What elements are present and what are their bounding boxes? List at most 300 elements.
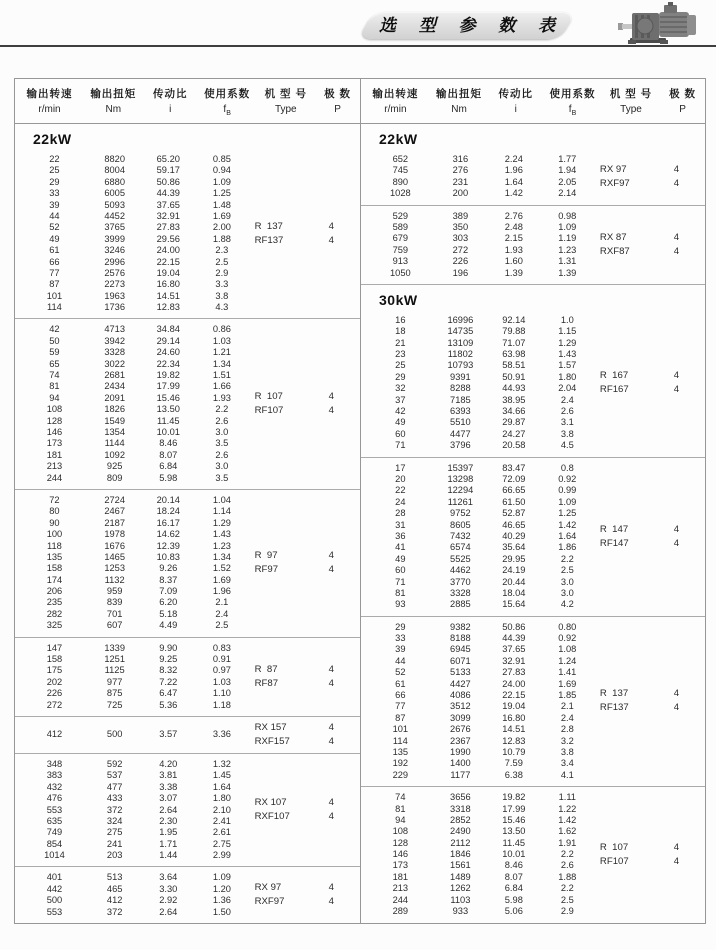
cell-ratio: 6.47 bbox=[159, 688, 178, 699]
table-row bbox=[368, 245, 595, 256]
table-row bbox=[368, 177, 595, 188]
cell-ratio: 24.27 bbox=[502, 428, 526, 439]
cell-output-speed: 52 bbox=[49, 222, 60, 233]
cell-output-speed: 235 bbox=[46, 597, 63, 608]
model-row bbox=[250, 550, 354, 562]
cell-output-torque: 200 bbox=[452, 188, 469, 199]
model-labels bbox=[250, 797, 354, 823]
cell-ratio: 2.92 bbox=[159, 895, 178, 906]
cell-output-speed: 44 bbox=[395, 655, 406, 666]
cell-output-speed: 42 bbox=[49, 324, 60, 335]
table-row bbox=[22, 268, 250, 279]
cell-output-speed: 289 bbox=[392, 906, 409, 917]
cell-ratio: 1.95 bbox=[159, 827, 178, 838]
header-units bbox=[15, 104, 360, 117]
cell-type: R 87 bbox=[254, 663, 278, 675]
table-row bbox=[22, 839, 250, 850]
cell-output-speed: 66 bbox=[49, 256, 60, 267]
cell-output-speed: 529 bbox=[392, 210, 409, 221]
cell-ratio: 7.09 bbox=[159, 586, 178, 597]
table-row bbox=[368, 758, 595, 769]
cell-output-speed: 101 bbox=[392, 724, 409, 735]
header-cell: 输出扭矩 bbox=[436, 88, 483, 100]
cell-output-torque: 3796 bbox=[450, 440, 471, 451]
cell-service-factor: 1.34 bbox=[212, 551, 231, 562]
cell-poles: 4 bbox=[328, 882, 335, 894]
cell-output-torque: 1125 bbox=[104, 665, 125, 676]
cell-service-factor: 1.43 bbox=[212, 529, 231, 540]
table-row bbox=[368, 644, 595, 655]
cell-service-factor: 1.91 bbox=[558, 837, 577, 848]
cell-service-factor: 2.2 bbox=[560, 553, 574, 564]
cell-ratio: 2.24 bbox=[504, 154, 523, 164]
table-row bbox=[368, 360, 595, 371]
cell-service-factor: 1.66 bbox=[212, 381, 231, 392]
cell-output-torque: 324 bbox=[106, 815, 123, 826]
cell-output-torque: 372 bbox=[106, 906, 123, 917]
cell-type: RX 157 bbox=[254, 721, 287, 733]
cell-type: RF97 bbox=[254, 564, 279, 576]
table-row bbox=[22, 154, 250, 165]
cell-output-torque: 875 bbox=[106, 688, 123, 699]
model-labels bbox=[250, 882, 354, 908]
cell-service-factor: 0.86 bbox=[212, 324, 231, 335]
cell-ratio: 8.46 bbox=[159, 438, 178, 449]
model-row bbox=[250, 896, 354, 908]
table-row bbox=[22, 677, 250, 688]
table-row bbox=[22, 291, 250, 302]
cell-service-factor: 1.69 bbox=[212, 210, 231, 221]
table-row bbox=[22, 461, 250, 472]
cell-output-speed: 29 bbox=[395, 621, 406, 632]
cell-ratio: 29.56 bbox=[156, 233, 180, 244]
cell-output-speed: 325 bbox=[46, 620, 63, 631]
cell-ratio: 32.91 bbox=[156, 210, 180, 221]
data-rows bbox=[15, 495, 250, 632]
cell-service-factor: 2.75 bbox=[212, 838, 231, 849]
cell-service-factor: 2.4 bbox=[560, 712, 574, 723]
table-row bbox=[368, 599, 595, 610]
table-row bbox=[368, 736, 595, 747]
cell-output-torque: 9382 bbox=[450, 621, 471, 632]
cell-ratio: 5.18 bbox=[159, 608, 178, 619]
cell-output-speed: 80 bbox=[49, 506, 60, 517]
header-unit-cell: P bbox=[679, 104, 686, 115]
cell-service-factor: 0.83 bbox=[212, 642, 231, 653]
cell-type: RXF97 bbox=[599, 177, 630, 189]
cell-output-speed: 93 bbox=[395, 599, 406, 610]
header-cell: 输出转速 bbox=[26, 88, 73, 100]
gear-series-block bbox=[15, 489, 360, 637]
table-row bbox=[22, 404, 250, 415]
cell-ratio: 44.93 bbox=[502, 383, 526, 394]
cell-poles: 4 bbox=[673, 688, 680, 700]
cell-output-speed: 50 bbox=[49, 335, 60, 346]
cell-output-torque: 3999 bbox=[104, 233, 125, 244]
cell-service-factor: 1.25 bbox=[212, 188, 231, 199]
cell-output-torque: 2434 bbox=[104, 381, 125, 392]
model-row bbox=[250, 664, 354, 676]
cell-output-speed: 61 bbox=[395, 678, 406, 689]
model-row bbox=[595, 856, 698, 868]
cell-ratio: 5.06 bbox=[504, 906, 523, 917]
cell-output-torque: 1465 bbox=[104, 551, 125, 562]
cell-output-speed: 71 bbox=[395, 440, 406, 451]
cell-service-factor: 2.41 bbox=[212, 815, 231, 826]
cell-output-torque: 11261 bbox=[447, 496, 473, 507]
cell-ratio: 44.39 bbox=[156, 188, 180, 199]
cell-service-factor: 1.10 bbox=[212, 688, 231, 699]
model-labels bbox=[250, 550, 354, 576]
cell-output-torque: 1177 bbox=[450, 769, 471, 780]
cell-service-factor: 1.03 bbox=[212, 335, 231, 346]
table-row bbox=[368, 542, 595, 553]
table-row bbox=[22, 575, 250, 586]
cell-output-speed: 272 bbox=[46, 699, 63, 710]
cell-service-factor: 1.50 bbox=[212, 906, 231, 917]
cell-output-speed: 135 bbox=[46, 551, 63, 562]
cell-service-factor: 4.2 bbox=[560, 599, 574, 610]
table-row bbox=[368, 406, 595, 417]
table-row bbox=[368, 679, 595, 690]
cell-output-torque: 8188 bbox=[450, 633, 471, 644]
cell-service-factor: 1.57 bbox=[558, 360, 577, 371]
gear-series-block bbox=[15, 318, 360, 488]
cell-output-torque: 465 bbox=[106, 883, 123, 894]
model-row bbox=[250, 678, 354, 690]
cell-ratio: 24.00 bbox=[156, 245, 180, 256]
model-row bbox=[595, 232, 698, 244]
model-labels bbox=[595, 164, 698, 190]
cell-output-torque: 2676 bbox=[450, 724, 471, 735]
cell-service-factor: 1.09 bbox=[558, 496, 577, 507]
cell-service-factor: 2.05 bbox=[558, 176, 577, 187]
data-rows bbox=[361, 792, 595, 917]
cell-output-torque: 1253 bbox=[104, 563, 125, 574]
cell-service-factor: 1.22 bbox=[558, 803, 577, 814]
model-row bbox=[250, 221, 354, 233]
cell-output-torque: 839 bbox=[106, 597, 123, 608]
model-labels bbox=[595, 688, 698, 714]
cell-output-speed: 31 bbox=[395, 519, 406, 530]
cell-output-torque: 2091 bbox=[104, 392, 125, 403]
table-row bbox=[368, 906, 595, 917]
cell-output-torque: 3765 bbox=[104, 222, 125, 233]
cell-service-factor: 2.6 bbox=[560, 406, 574, 417]
cell-output-speed: 679 bbox=[392, 233, 409, 244]
cell-output-torque: 15397 bbox=[447, 462, 474, 473]
cell-poles: 4 bbox=[328, 677, 335, 689]
cell-service-factor: 0.8 bbox=[560, 462, 574, 473]
cell-output-speed: 500 bbox=[46, 895, 63, 906]
cell-ratio: 15.46 bbox=[156, 392, 180, 403]
header-unit-cell: P bbox=[334, 104, 341, 115]
cell-output-torque: 389 bbox=[452, 210, 469, 221]
cell-output-torque: 4462 bbox=[450, 565, 471, 576]
cell-output-torque: 1826 bbox=[104, 404, 125, 415]
cell-output-speed: 146 bbox=[392, 849, 409, 860]
cell-service-factor: 0.85 bbox=[212, 154, 231, 164]
cell-poles: 4 bbox=[328, 564, 335, 576]
cell-ratio: 15.64 bbox=[502, 599, 526, 610]
table-row bbox=[368, 690, 595, 701]
cell-output-speed: 94 bbox=[395, 814, 406, 825]
cell-output-torque: 303 bbox=[452, 233, 469, 244]
cell-service-factor: 1.94 bbox=[558, 165, 577, 176]
cell-output-speed: 77 bbox=[49, 267, 60, 278]
cell-ratio: 38.95 bbox=[502, 394, 526, 405]
table-row bbox=[22, 770, 250, 781]
cell-output-speed: 173 bbox=[392, 860, 409, 871]
cell-output-speed: 33 bbox=[395, 633, 406, 644]
cell-service-factor: 1.88 bbox=[212, 233, 231, 244]
cell-type: RX 97 bbox=[599, 163, 627, 175]
cell-output-speed: 383 bbox=[46, 770, 63, 781]
cell-output-speed: 135 bbox=[392, 746, 409, 757]
cell-ratio: 65.20 bbox=[156, 154, 180, 164]
cell-output-torque: 2273 bbox=[104, 279, 125, 290]
cell-service-factor: 3.1 bbox=[560, 417, 574, 428]
gear-series-block bbox=[361, 205, 705, 284]
cell-output-torque: 1489 bbox=[450, 871, 471, 882]
cell-output-torque: 3022 bbox=[104, 358, 125, 369]
model-row bbox=[250, 405, 354, 417]
cell-poles: 4 bbox=[673, 537, 680, 549]
table-row bbox=[22, 347, 250, 358]
cell-ratio: 20.58 bbox=[502, 440, 526, 451]
column-header bbox=[361, 79, 705, 124]
table-row bbox=[22, 700, 250, 711]
table-row bbox=[22, 895, 250, 906]
header-unit-cell: $f_B$ bbox=[568, 104, 577, 117]
cell-service-factor: 1.93 bbox=[212, 392, 231, 403]
cell-output-torque: 3656 bbox=[450, 792, 471, 803]
cell-ratio: 1.39 bbox=[504, 267, 523, 278]
cell-ratio: 16.80 bbox=[156, 279, 180, 290]
cell-ratio: 50.86 bbox=[156, 176, 180, 187]
cell-ratio: 17.99 bbox=[502, 803, 526, 814]
table-row bbox=[368, 520, 595, 531]
cell-output-speed: 22 bbox=[49, 154, 60, 164]
gear-series-block bbox=[15, 149, 360, 318]
cell-service-factor: 3.0 bbox=[215, 461, 229, 472]
cell-service-factor: 2.5 bbox=[560, 565, 574, 576]
cell-output-speed: 52 bbox=[395, 667, 406, 678]
cell-ratio: 20.44 bbox=[502, 576, 526, 587]
cell-output-speed: 29 bbox=[395, 371, 406, 382]
cell-output-torque: 5093 bbox=[104, 199, 125, 210]
cell-output-speed: 21 bbox=[395, 337, 406, 348]
table-row bbox=[368, 701, 595, 712]
cell-output-speed: 65 bbox=[49, 358, 60, 369]
cell-ratio: 11.45 bbox=[502, 837, 526, 848]
gear-series-block bbox=[15, 866, 360, 923]
table-row bbox=[22, 541, 250, 552]
cell-ratio: 22.15 bbox=[502, 690, 526, 701]
cell-service-factor: 1.85 bbox=[558, 690, 577, 701]
right-table-column bbox=[360, 79, 705, 923]
gear-series-block bbox=[361, 616, 705, 786]
cell-output-torque: 2852 bbox=[450, 814, 471, 825]
cell-output-speed: 87 bbox=[395, 712, 406, 723]
cell-output-torque: 592 bbox=[106, 758, 123, 769]
cell-ratio: 14.51 bbox=[156, 290, 180, 301]
cell-ratio: 58.51 bbox=[502, 360, 526, 371]
cell-service-factor: 1.52 bbox=[212, 563, 231, 574]
cell-ratio: 5.98 bbox=[159, 472, 178, 483]
table-row bbox=[22, 427, 250, 438]
cell-output-speed: 25 bbox=[49, 165, 60, 176]
cell-service-factor: 1.48 bbox=[212, 199, 231, 210]
cell-type: R 137 bbox=[254, 220, 283, 232]
header-unit-cell: i bbox=[169, 104, 172, 115]
data-rows bbox=[15, 324, 250, 483]
cell-type: R 107 bbox=[599, 841, 629, 853]
table-row bbox=[368, 667, 595, 678]
cell-ratio: 3.57 bbox=[159, 729, 178, 740]
table-row bbox=[22, 234, 250, 245]
cell-service-factor: 1.80 bbox=[558, 371, 577, 382]
cell-output-torque: 9752 bbox=[450, 508, 471, 519]
cell-output-torque: 1251 bbox=[104, 654, 125, 665]
model-labels bbox=[250, 664, 354, 690]
cell-service-factor: 1.03 bbox=[212, 676, 231, 687]
cell-ratio: 20.14 bbox=[156, 494, 180, 505]
data-rows bbox=[361, 154, 595, 200]
cell-ratio: 6.38 bbox=[504, 769, 523, 780]
header-cell: 输出转速 bbox=[372, 88, 419, 100]
cell-output-torque: 513 bbox=[106, 872, 123, 883]
table-row bbox=[368, 349, 595, 360]
cell-service-factor: 1.24 bbox=[558, 655, 577, 666]
cell-output-torque: 1549 bbox=[104, 415, 125, 426]
data-rows bbox=[361, 622, 595, 781]
cell-output-speed: 1028 bbox=[389, 188, 411, 199]
cell-ratio: 92.14 bbox=[502, 314, 526, 325]
cell-output-torque: 6005 bbox=[104, 188, 125, 199]
cell-output-speed: 39 bbox=[49, 199, 60, 210]
cell-output-torque: 196 bbox=[452, 267, 469, 278]
cell-output-torque: 500 bbox=[106, 729, 123, 740]
cell-output-torque: 1132 bbox=[104, 574, 125, 585]
table-row bbox=[22, 597, 250, 608]
model-row bbox=[250, 797, 354, 809]
header-cell: 机 型 号 bbox=[264, 88, 307, 100]
gearmotor-photo bbox=[616, 2, 704, 48]
cell-type: R 147 bbox=[599, 523, 629, 535]
cell-service-factor: 0.99 bbox=[558, 485, 577, 496]
gear-series-block bbox=[361, 457, 705, 616]
table-row bbox=[368, 485, 595, 496]
cell-output-torque: 2112 bbox=[450, 837, 471, 848]
data-rows bbox=[15, 759, 250, 862]
cell-output-speed: 36 bbox=[395, 530, 406, 541]
table-row bbox=[22, 336, 250, 347]
cell-service-factor: 1.32 bbox=[212, 758, 231, 769]
power-section bbox=[15, 124, 360, 923]
table-row bbox=[368, 474, 595, 485]
cell-output-torque: 537 bbox=[106, 770, 123, 781]
cell-service-factor: 0.94 bbox=[212, 165, 231, 176]
cell-output-speed: 44 bbox=[49, 210, 60, 221]
cell-output-speed: 60 bbox=[395, 565, 406, 576]
model-row bbox=[595, 702, 698, 714]
cell-output-speed: 192 bbox=[392, 758, 409, 769]
table-row bbox=[368, 883, 595, 894]
cell-output-speed: 745 bbox=[392, 165, 409, 176]
model-labels bbox=[250, 391, 354, 417]
cell-ratio: 10.01 bbox=[502, 849, 526, 860]
cell-output-torque: 1092 bbox=[104, 449, 125, 460]
table-row bbox=[368, 429, 595, 440]
cell-type: RXF97 bbox=[254, 896, 285, 908]
cell-poles: 4 bbox=[328, 735, 335, 747]
cell-service-factor: 1.51 bbox=[212, 370, 231, 381]
cell-ratio: 34.84 bbox=[156, 324, 180, 335]
cell-output-torque: 1339 bbox=[104, 642, 125, 653]
cell-output-torque: 1990 bbox=[450, 746, 471, 757]
gear-series-block bbox=[15, 637, 360, 716]
cell-output-speed: 16 bbox=[395, 314, 406, 325]
table-row bbox=[368, 565, 595, 576]
header-unit-cell: r/min bbox=[384, 104, 407, 115]
cell-service-factor: 3.5 bbox=[215, 438, 229, 449]
model-row bbox=[595, 178, 698, 190]
cell-service-factor: 1.18 bbox=[212, 699, 231, 710]
cell-type: RX 107 bbox=[254, 797, 287, 809]
gear-series-block bbox=[15, 753, 360, 867]
cell-output-speed: 854 bbox=[46, 838, 63, 849]
header-cell: 极 数 bbox=[324, 88, 351, 100]
cell-service-factor: 2.6 bbox=[560, 860, 574, 871]
cell-service-factor: 2.3 bbox=[215, 245, 229, 256]
cell-ratio: 61.50 bbox=[502, 496, 526, 507]
cell-service-factor: 2.2 bbox=[215, 404, 229, 415]
cell-output-speed: 158 bbox=[46, 563, 63, 574]
cell-service-factor: 2.4 bbox=[215, 608, 229, 619]
cell-service-factor: 1.25 bbox=[558, 508, 577, 519]
cell-ratio: 18.04 bbox=[502, 587, 526, 598]
cell-service-factor: 1.77 bbox=[558, 154, 577, 164]
cell-ratio: 1.64 bbox=[504, 176, 523, 187]
model-row bbox=[250, 722, 354, 734]
model-row bbox=[595, 384, 698, 396]
cell-output-torque: 8288 bbox=[450, 383, 471, 394]
cell-output-speed: 146 bbox=[46, 426, 63, 437]
cell-output-torque: 11802 bbox=[447, 349, 473, 360]
cell-output-speed: 25 bbox=[395, 360, 406, 371]
cell-service-factor: 2.2 bbox=[560, 883, 574, 894]
table-row bbox=[22, 416, 250, 427]
header-units bbox=[361, 104, 705, 117]
cell-output-torque: 6945 bbox=[450, 644, 471, 655]
table-row bbox=[368, 656, 595, 667]
cell-ratio: 19.04 bbox=[156, 267, 180, 278]
cell-ratio: 37.65 bbox=[156, 199, 180, 210]
table-row bbox=[368, 315, 595, 326]
model-labels bbox=[595, 232, 698, 258]
model-row bbox=[595, 688, 698, 700]
cell-output-torque: 8605 bbox=[450, 519, 471, 530]
cell-ratio: 24.60 bbox=[156, 347, 180, 358]
cell-poles: 4 bbox=[673, 163, 680, 175]
page-title: 选 型 参 数 表 bbox=[379, 16, 564, 35]
cell-service-factor: 0.97 bbox=[212, 665, 231, 676]
cell-output-speed: 49 bbox=[395, 417, 406, 428]
cell-ratio: 18.24 bbox=[156, 506, 180, 517]
cell-output-torque: 13109 bbox=[447, 337, 474, 348]
cell-output-torque: 1103 bbox=[450, 894, 471, 905]
